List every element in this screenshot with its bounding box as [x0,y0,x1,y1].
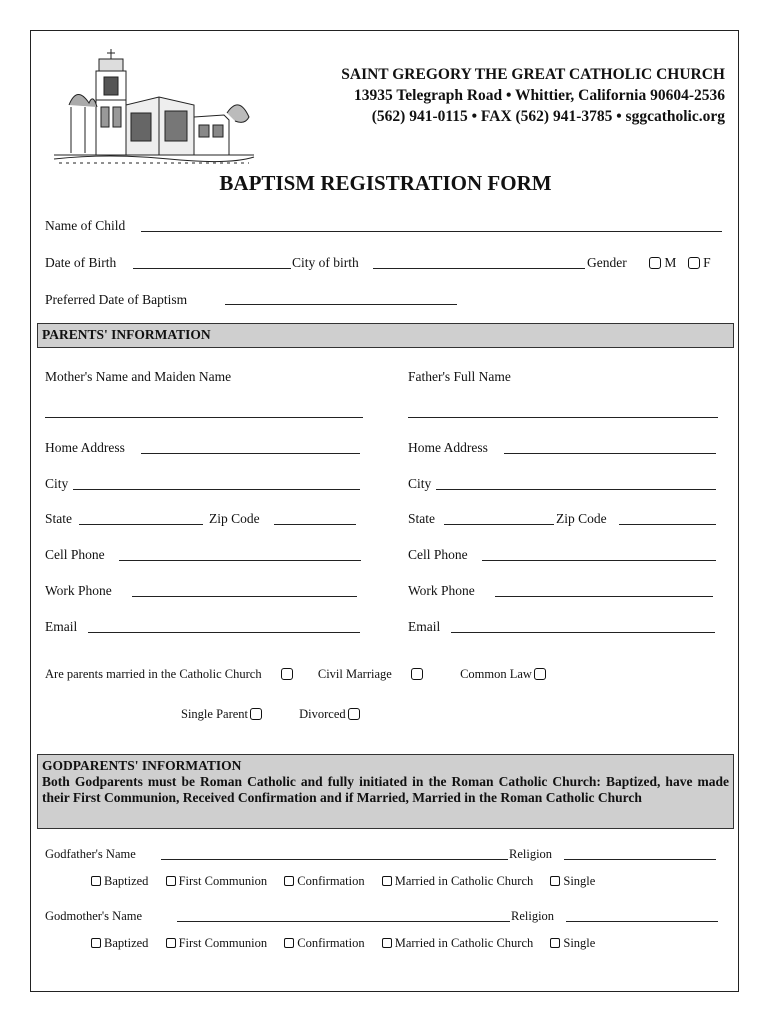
father-city-label: City [408,476,432,491]
church-contact: (562) 941-0115 • FAX (562) 941-3785 • sggcatholic.org [371,108,725,125]
mother-city-label: City [45,476,69,491]
father-address-label: Home Address [408,440,488,455]
godmother-religion-label: Religion [511,909,555,923]
civil-marriage-label: Civil Marriage [317,667,392,681]
father-work-field[interactable] [495,596,713,597]
father-zip-label: Zip Code [556,511,607,526]
mother-cell-field[interactable] [119,560,361,561]
child-name-label: Name of Child [45,218,126,233]
mother-zip-label: Zip Code [209,511,260,526]
single-parent-checkbox[interactable] [250,708,262,720]
mother-address-label: Home Address [45,440,125,455]
godmother-label: Godmother's Name [45,909,143,923]
city-of-birth-field[interactable] [373,268,585,269]
mother-email-label: Email [45,619,78,634]
civil-marriage-checkbox[interactable] [411,668,423,680]
mother-state-field[interactable] [79,524,203,525]
godfather-married-option[interactable]: Married in Catholic Church [382,874,534,888]
preferred-date-field[interactable] [225,304,457,305]
mother-address-field[interactable] [141,453,360,454]
father-address-field[interactable] [504,453,716,454]
father-name-field[interactable] [408,417,718,418]
father-work-label: Work Phone [408,583,475,598]
divorced-checkbox[interactable] [348,708,360,720]
parents-heading: PARENTS' INFORMATION [37,323,734,348]
form-page [30,30,739,992]
godmother-religion-field[interactable] [566,921,718,922]
mother-email-field[interactable] [88,632,360,633]
married-question-label: Are parents married in the Catholic Church [45,667,262,681]
godmother-married-option[interactable]: Married in Catholic Church [382,936,534,950]
child-name-field[interactable] [141,231,722,232]
father-email-label: Email [408,619,441,634]
godmother-confirmation-option[interactable]: Confirmation [284,936,364,950]
divorced-label: Divorced [299,707,346,721]
gender-m-checkbox[interactable] [649,257,661,269]
dob-field[interactable] [133,268,291,269]
gender-m-label: M [664,255,677,270]
godfather-single-option[interactable]: Single [550,874,595,888]
godfather-baptized-option[interactable]: Baptized [91,874,148,888]
married-catholic-checkbox[interactable] [281,668,293,680]
church-address: 13935 Telegraph Road • Whittier, California 90604-2536 [354,87,725,104]
godmother-communion-option[interactable]: First Communion [166,936,268,950]
preferred-date-label: Preferred Date of Baptism [45,292,188,307]
godfather-religion-label: Religion [509,847,553,861]
godmother-name-field[interactable] [177,921,510,922]
mother-cell-label: Cell Phone [45,547,105,562]
father-city-field[interactable] [436,489,716,490]
godparents-heading: GODPARENTS' INFORMATION [42,758,242,773]
father-state-label: State [408,511,435,526]
godparents-band [37,754,734,829]
godparents-note: Both Godparents must be Roman Catholic and fully initiated in the Roman Catholic Church: Baptized, have made their First Communion, Received Confirmation and if Married, Married in the Roman Catholic Church [42,774,729,805]
godmother-baptized-option[interactable]: Baptized [91,936,148,950]
church-name: SAINT GREGORY THE GREAT CATHOLIC CHURCH [341,66,725,83]
godfather-options [91,872,595,890]
mother-zip-field[interactable] [274,524,356,525]
common-law-label: Common Law [460,667,532,681]
godfather-communion-option[interactable]: First Communion [166,874,268,888]
godfather-religion-field[interactable] [564,859,716,860]
father-label: Father's Full Name [408,369,511,384]
godfather-name-field[interactable] [161,859,508,860]
mother-state-label: State [45,511,72,526]
gender-label: Gender [587,255,627,270]
mother-city-field[interactable] [73,489,360,490]
mother-work-label: Work Phone [45,583,112,598]
single-parent-label: Single Parent [181,707,249,721]
common-law-checkbox[interactable] [534,668,546,680]
mother-label: Mother's Name and Maiden Name [45,369,232,384]
form-title: BAPTISM REGISTRATION FORM [219,171,552,195]
godmother-options [91,934,595,952]
father-zip-field[interactable] [619,524,716,525]
dob-label: Date of Birth [45,255,117,270]
father-cell-field[interactable] [482,560,716,561]
godfather-confirmation-option[interactable]: Confirmation [284,874,364,888]
mother-work-field[interactable] [132,596,357,597]
father-cell-label: Cell Phone [408,547,468,562]
church-drawing-icon [49,45,259,165]
father-email-field[interactable] [451,632,715,633]
gender-f-checkbox[interactable] [688,257,700,269]
city-of-birth-label: City of birth [292,255,359,270]
mother-name-field[interactable] [45,417,363,418]
father-state-field[interactable] [444,524,554,525]
godfather-label: Godfather's Name [45,847,136,861]
gender-f-label: F [703,255,711,270]
godmother-single-option[interactable]: Single [550,936,595,950]
